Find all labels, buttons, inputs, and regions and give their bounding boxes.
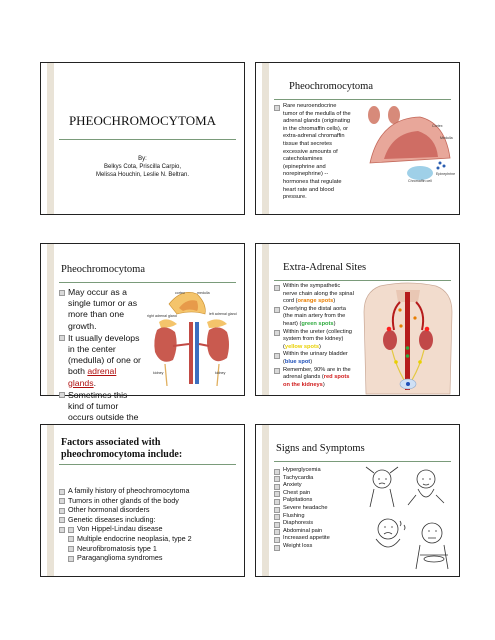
site-distal-aorta: Overlying the distal aorta (the main artery from the heart) (green spots): [274, 306, 354, 329]
symptom-item: Severe headache: [274, 505, 344, 513]
occurrence-bullet-2: It usually develops in the center (medulla) of one or both adrenal glands.: [59, 333, 144, 389]
symptom-item: Diaphoresis: [274, 520, 344, 528]
red-spot-left: [425, 327, 430, 332]
sweating-cartoon: [376, 519, 405, 547]
slide-heading: Pheochromocytoma: [61, 264, 145, 275]
factor-item: Tumors in other glands of the body: [59, 496, 239, 506]
slide-title: [40, 62, 245, 215]
yellow-spot-2: [418, 360, 422, 364]
heading-rule: [59, 282, 236, 283]
slide-accent-bar: [262, 425, 269, 576]
slide-heading: Extra-Adrenal Sites: [283, 262, 367, 273]
yellow-spot-1: [394, 360, 398, 364]
symptom-item: Chest pain: [274, 490, 344, 498]
site-sympathetic-chain: Within the sympathetic nerve chain along the spinal cord (orange spots): [274, 283, 354, 306]
occurrence-list: [59, 287, 144, 435]
genetic-disease-item: Paraganglioma syndromes: [68, 553, 239, 563]
chest-pain-cartoon: [408, 470, 444, 505]
slide-heading: Pheochromocytoma: [289, 81, 373, 92]
symptoms-list: [274, 467, 344, 551]
symptom-item: Tachycardia: [274, 475, 344, 483]
label-kidney-right: kidney: [153, 371, 164, 375]
slide-accent-bar: [262, 244, 269, 395]
orange-spot-1: [398, 308, 401, 311]
factor-item: Genetic diseases including:: [59, 515, 239, 525]
definition-bullet: Rare neuroendocrine tumor of the medulla of the adrenal glands (originating in the chromaffin cells), or extra-adrenal chromaffin tissue that secretes excessive amounts of catecholamines (epinephrine and norepinephrine) -- hormones that regulate heart rate and blood pressure.: [274, 103, 351, 202]
slide-heading: [61, 437, 182, 460]
right-adrenal-gland: [159, 319, 177, 328]
blue-spot: [406, 382, 410, 386]
symptom-item: Abdominal pain: [274, 528, 344, 536]
genetic-disease-item: Neurofibromatosis type 1: [68, 544, 239, 554]
heading-rule: [274, 280, 451, 281]
site-urinary-bladder: Within the urinary bladder (blue spot): [274, 351, 354, 366]
genetic-disease-item: Multiple endocrine neoplasia, type 2: [68, 534, 239, 544]
heading-line-1: Factors associated with: [61, 437, 161, 448]
factor-item: A family history of pheochromocytoma: [59, 486, 239, 496]
label-medulla: medulla: [197, 291, 210, 295]
slide-risk-factors: [40, 424, 245, 577]
symptom-item: Anxiety: [274, 482, 344, 490]
slide-accent-bar: [47, 425, 54, 576]
authors-line-1: Belkys Cota, Priscilla Carpio,: [103, 164, 182, 170]
slide-signs-symptoms: [255, 424, 460, 577]
factor-item: Other hormonal disorders: [59, 505, 239, 515]
heading-rule: [274, 99, 451, 100]
heading-rule: [274, 461, 451, 462]
eating-cartoon: [416, 523, 448, 569]
genetic-diseases-sublist-container: [59, 524, 239, 562]
label-epinephrine: Epinephrine: [436, 172, 456, 176]
label-left-adrenal-gland: left adrenal gland: [209, 312, 237, 316]
green-spot-1: [406, 346, 410, 350]
chromaffin-cell: [407, 166, 433, 180]
slide-accent-bar: [262, 63, 269, 214]
genetic-disease-item: Von Hippel-Lindau disease: [68, 524, 239, 534]
symptom-item: Hyperglycemia: [274, 467, 344, 475]
left-kidney: [419, 330, 433, 350]
genetic-diseases-sublist: [59, 524, 239, 562]
slide-extra-adrenal-sites: [255, 243, 460, 396]
aorta: [189, 322, 193, 384]
by-label: By:: [138, 156, 147, 162]
kidney-small-left: [368, 106, 380, 124]
kidney-adrenal-illustration: [147, 286, 242, 386]
occurrence-bullet-1: May occur as a single tumor or as more than one growth.: [59, 287, 144, 332]
right-kidney: [383, 330, 397, 350]
symptom-item: Palpitations: [274, 497, 344, 505]
aorta: [405, 292, 410, 390]
red-spot-right: [387, 327, 392, 332]
label-chromaffin-cell: Chromaffin cell: [408, 179, 432, 183]
definition-list: [274, 103, 351, 202]
slide-definition: [255, 62, 460, 215]
adrenal-glands-link[interactable]: adrenal glands: [68, 366, 117, 388]
kidney-small-right: [388, 106, 400, 124]
sites-list: [274, 283, 354, 389]
title-divider: [59, 139, 236, 140]
slide-occurrence: [40, 243, 245, 423]
slide-accent-bar: [47, 244, 54, 395]
symptom-item: Weight loss: [274, 543, 344, 551]
symptom-item: Increased appetite: [274, 535, 344, 543]
torso-illustration: [360, 282, 456, 394]
headache-cartoon: [366, 467, 398, 507]
factors-list: [59, 486, 239, 563]
authors-block: [41, 155, 244, 179]
presentation-title: PHEOCHROMOCYTOMA: [68, 113, 217, 128]
site-ureter: Within the ureter (collecting system from the kidney) (yellow spots): [274, 329, 354, 352]
slide-accent-bar: [47, 63, 54, 214]
adrenal-gland-illustration: [360, 103, 456, 183]
label-cortex: cortex: [175, 291, 185, 295]
right-kidney: [154, 327, 176, 361]
heading-line-2: pheochromocytoma include:: [61, 448, 183, 460]
heading-rule: [59, 464, 236, 465]
symptom-cartoons: [360, 465, 456, 575]
label-right-adrenal-gland: right adrenal gland: [147, 314, 177, 318]
label-cortex: Cortex: [432, 124, 443, 128]
left-kidney: [207, 327, 229, 361]
orange-spot-3: [399, 324, 402, 327]
vena-cava: [195, 322, 199, 384]
orange-spot-2: [413, 316, 416, 319]
green-spot-2: [406, 354, 410, 358]
authors-line-2: Melissa Houchin, Leslie N. Beltran.: [95, 172, 190, 178]
label-medulla: Medulla: [440, 136, 453, 140]
slide-heading: Signs and Symptoms: [276, 443, 365, 454]
left-adrenal-gland: [207, 319, 227, 328]
site-adrenal-reminder: Remember, 90% are in the adrenal glands (red spots on the kidneys): [274, 367, 354, 390]
occurrence-bullet-3: Sometimes this kind of tumor occurs outside the: [59, 390, 144, 435]
symptom-item: Flushing: [274, 513, 344, 521]
label-kidney-left: kidney: [215, 371, 226, 375]
